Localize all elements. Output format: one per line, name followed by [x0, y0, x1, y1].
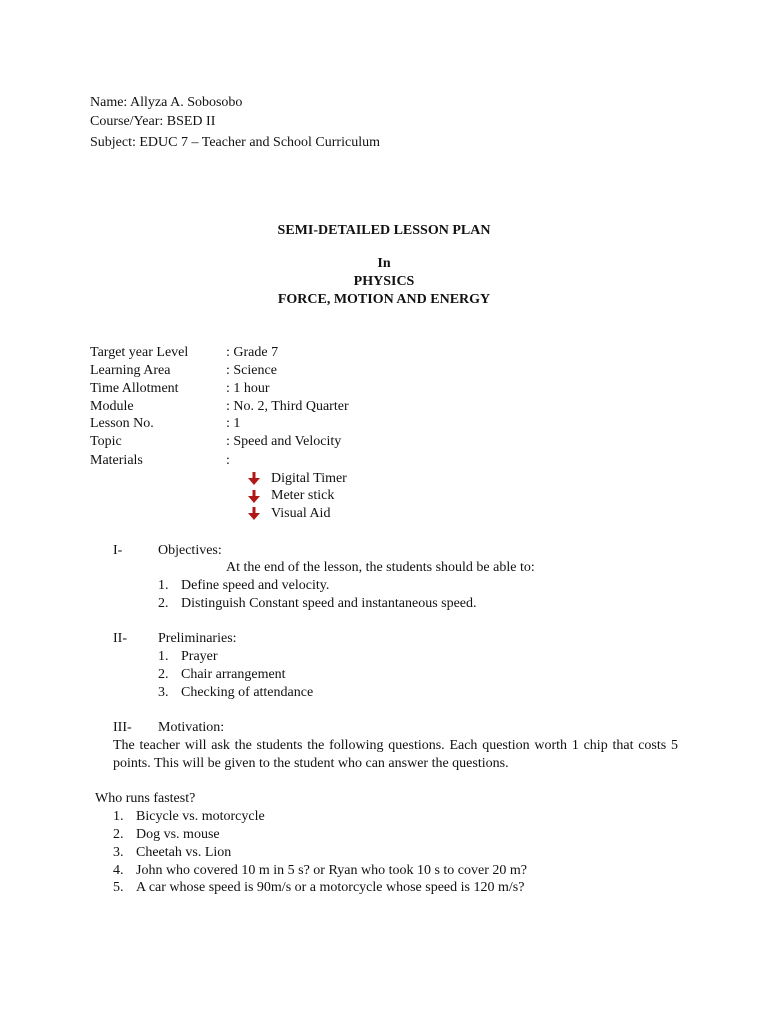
info-value: : No. 2, Third Quarter [226, 399, 349, 414]
list-number: 2. [158, 667, 169, 682]
list-number: 1. [158, 578, 169, 593]
section-numeral: III- [113, 720, 132, 735]
questions-heading: Who runs fastest? [95, 791, 196, 806]
info-value: : Science [226, 363, 277, 378]
info-value: : 1 [226, 416, 241, 431]
question-item: John who covered 10 m in 5 s? or Ryan who took 10 s to cover 20 m? [136, 863, 527, 878]
preliminaries-heading: Preliminaries: [158, 631, 237, 646]
arrow-bullet-icon [248, 507, 260, 521]
list-number: 5. [113, 880, 124, 895]
plan-title: SEMI-DETAILED LESSON PLAN [277, 223, 491, 238]
question-item: Dog vs. mouse [136, 827, 220, 842]
question-item: Cheetah vs. Lion [136, 845, 232, 860]
info-value: : 1 hour [226, 381, 270, 396]
question-item: Bicycle vs. motorcycle [136, 809, 265, 824]
list-number: 1. [158, 649, 169, 664]
plan-subject: PHYSICS [353, 274, 415, 289]
list-number: 1. [113, 809, 124, 824]
material-item: Visual Aid [271, 506, 331, 521]
list-number: 4. [113, 863, 124, 878]
question-item: A car whose speed is 90m/s or a motorcycle whose speed is 120 m/s? [136, 880, 525, 895]
info-label: Time Allotment [90, 381, 179, 396]
plan-topic: FORCE, MOTION AND ENERGY [277, 292, 491, 307]
info-value: : [226, 453, 230, 468]
objectives-heading: Objectives: [158, 543, 222, 558]
info-label: Topic [90, 434, 122, 449]
info-label: Learning Area [90, 363, 171, 378]
info-label: Lesson No. [90, 416, 154, 431]
list-number: 2. [158, 596, 169, 611]
motivation-paragraph: The teacher will ask the students the following questions. Each question worth 1 chip that costs 5 points. This will be given to the student who can answer the questions. [113, 738, 678, 771]
arrow-bullet-icon [248, 472, 260, 486]
objectives-intro: At the end of the lesson, the students should be able to: [226, 560, 535, 575]
list-number: 2. [113, 827, 124, 842]
subject: Subject: EDUC 7 – Teacher and School Curriculum [90, 135, 380, 150]
preliminary-item: Prayer [181, 649, 218, 664]
motivation-heading: Motivation: [158, 720, 225, 735]
info-value: : Grade 7 [226, 345, 279, 360]
section-numeral: II- [113, 631, 127, 646]
preliminary-item: Chair arrangement [181, 667, 286, 682]
info-value: : Speed and Velocity [226, 434, 342, 449]
student-name: Name: Allyza A. Sobosobo [90, 95, 243, 110]
course-year: Course/Year: BSED II [90, 114, 216, 129]
plan-title-in: In [377, 256, 391, 271]
objective-item: Distinguish Constant speed and instantaneous speed. [181, 596, 477, 611]
list-number: 3. [113, 845, 124, 860]
info-label: Materials [90, 453, 143, 468]
info-label: Module [90, 399, 134, 414]
arrow-bullet-icon [248, 490, 260, 504]
preliminary-item: Checking of attendance [181, 685, 314, 700]
section-numeral: I- [113, 543, 123, 558]
objective-item: Define speed and velocity. [181, 578, 330, 593]
material-item: Meter stick [271, 488, 335, 503]
list-number: 3. [158, 685, 169, 700]
material-item: Digital Timer [271, 471, 347, 486]
info-label: Target year Level [90, 345, 189, 360]
